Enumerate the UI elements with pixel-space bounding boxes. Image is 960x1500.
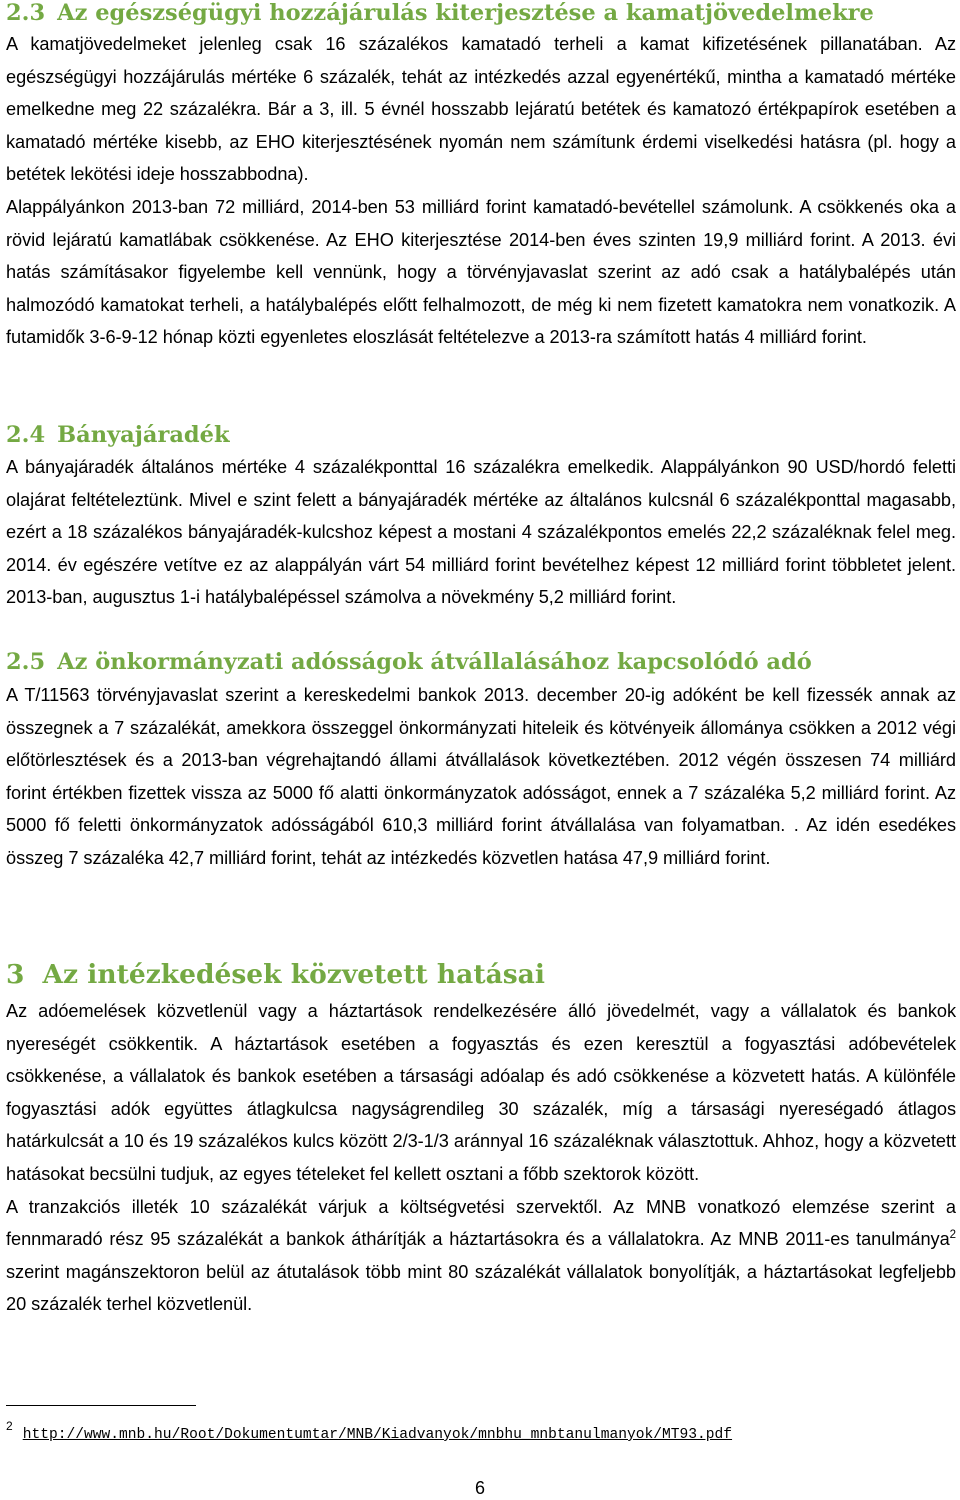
paragraph-text: szerint magánszektoron belül az átutalások több mint 80 százalékát vállalatok bonyolítják, a háztartásokat legfeljebb 20 százalék terhel közvetlenül. bbox=[6, 1261, 956, 1315]
paragraph bbox=[6, 1191, 956, 1321]
section-title: Bányajáradék bbox=[57, 422, 230, 448]
footnote-mark: 2 bbox=[6, 1419, 13, 1433]
section-body-2-5 bbox=[6, 679, 956, 875]
section-number: 2.5 bbox=[6, 649, 46, 675]
chapter-heading-3 bbox=[6, 958, 545, 992]
paragraph: A kamatjövedelmeket jelenleg csak 16 százalékos kamatadó terheli a kamat kifizetésének pillanatában. Az egészségügyi hozzájárulás mértéke 6 százalék, tehát az intézkedés azzal egyenértékű, mintha a kamatadó mértéke emelkedne meg 22 százalékra. Bár a 3, ill. 5 évnél hosszabb lejáratú betétek és kamatozó értékpapírok esetében a kamatadó mértéke kisebb, az EHO kiterjesztésének nyomán nem számítunk érdemi viselkedési hatásra (pl. hogy a betétek lekötési ideje hosszabbodna). bbox=[6, 34, 956, 185]
paragraph-text: A tranzakciós illeték 10 százalékát várjuk a költségvetési szervektől. Az MNB vonatkozó elemzése szerint a fennmaradó rész 95 százalékát a bankok áthárítják a háztartásokra és a vállalatokra. Az MNB 2011-es tanulmánya bbox=[6, 1196, 956, 1250]
section-body-2-3 bbox=[6, 28, 956, 354]
section-heading-2-3 bbox=[6, 0, 874, 28]
section-body-3 bbox=[6, 995, 956, 1321]
section-number: 2.3 bbox=[6, 0, 46, 26]
page-number: 6 bbox=[474, 1478, 485, 1498]
chapter-title: Az intézkedések közvetett hatásai bbox=[42, 959, 545, 990]
footnote-separator bbox=[6, 1405, 196, 1406]
footnote-link[interactable]: http://www.mnb.hu/Root/Dokumentumtar/MNB/Kiadvanyok/mnbhu_mnbtanulmanyok/MT93.pdf bbox=[22, 1427, 733, 1443]
section-number: 2.4 bbox=[6, 422, 46, 448]
section-body-2-4 bbox=[6, 451, 956, 614]
paragraph: Az adóemelések közvetlenül vagy a háztartások rendelkezésére álló jövedelmét, vagy a vállalatok és bankok nyereségét csökkentik. A háztartások esetében a fogyasztás és ezen keresztül a fogyasztási adóbevételek csökkenése, a vállalatok és bankok esetében a társasági adóalap és adó csökkenése a közvetett hatás. A különféle fogyasztási adók együttes átlagkulcsa nagyságrendileg 30 százalék, míg a társasági nyereségadó átlagos határkulcsát a 10 és 19 százalékos kulcs között 2/3-1/3 aránnyal 16 százaléknak választottuk. Ahhoz, hogy a közvetett hatásokat becsülni tudjuk, az egyes tételeket fel kellett osztani a főbb szektorok között. bbox=[6, 1001, 956, 1184]
footnote bbox=[6, 1414, 946, 1447]
section-title: Az önkormányzati adósságok átvállalásához kapcsolódó adó bbox=[57, 649, 812, 675]
section-title: Az egészségügyi hozzájárulás kiterjesztése a kamatjövedelmekre bbox=[57, 0, 874, 26]
paragraph: Alappályánkon 2013-ban 72 milliárd, 2014-ben 53 milliárd forint kamatadó-bevétellel számolunk. A csökkenés oka a rövid lejáratú kamatlábak csökkenése. Az EHO kiterjesztése 2014-ben éves szinten 19,9 milliárd forint. A 2013. évi hatás számításakor figyelembe kell vennünk, hogy a törvényjavaslat szerint az adó csak a hatálybalépés után halmozódó kamatokat terheli, a hatálybalépés előtt felhalmozott, de még ki nem fizetett kamatokra nem vonatkozik. A futamidők 3-6-9-12 hónap közti egyenletes eloszlását feltételezve a 2013-ra számított hatás 4 milliárd forint. bbox=[6, 196, 956, 348]
section-heading-2-5 bbox=[6, 647, 812, 677]
chapter-number: 3 bbox=[6, 959, 25, 990]
footnote-reference[interactable]: 2 bbox=[949, 1229, 956, 1242]
paragraph: A bányajáradék általános mértéke 4 százalékponttal 16 százalékra emelkedik. Alappályánkon 90 USD/hordó feletti olajárat feltételeztünk. Mivel e szint felett a bányajáradék mértéke az általános kulcsnál 6 százalékponttal magasabb, ezért a 18 százalékos bányajáradék-kulcshoz képest a mostani 4 százalékpontos emelés 22,2 százaléknak felel meg. 2014. év egészére vetítve ez az alappályán várt 54 milliárd forint bevételhez képest 12 milliárd forint többletet jelent. 2013-ban, augusztus 1-i hatálybalépéssel számolva a növekmény 5,2 milliárd forint. bbox=[6, 457, 956, 608]
section-heading-2-4 bbox=[6, 420, 230, 450]
paragraph: A T/11563 törvényjavaslat szerint a kereskedelmi bankok 2013. december 20-ig adóként be kell fizessék annak az összegnek a 7 százalékát, amekkora összeggel önkormányzati hiteleik és kötvényeik állománya csökken a 2012 végi előtörlesztések és a 2013-ban végrehajtandó állami átvállalások következtében. 2012 végén összesen 74 milliárd forint értékben fizettek vissza az 5000 fő alatti önkormányzatok adósságot, ennek a 7 százaléka 5,2 milliárd forint. Az 5000 fő feletti önkormányzatok adósságából 610,3 milliárd forint átvállalása van folyamatban. . Az idén esedékes összeg 7 százaléka 42,7 milliárd forint, tehát az intézkedés közvetlen hatása 47,9 milliárd forint. bbox=[6, 685, 956, 868]
